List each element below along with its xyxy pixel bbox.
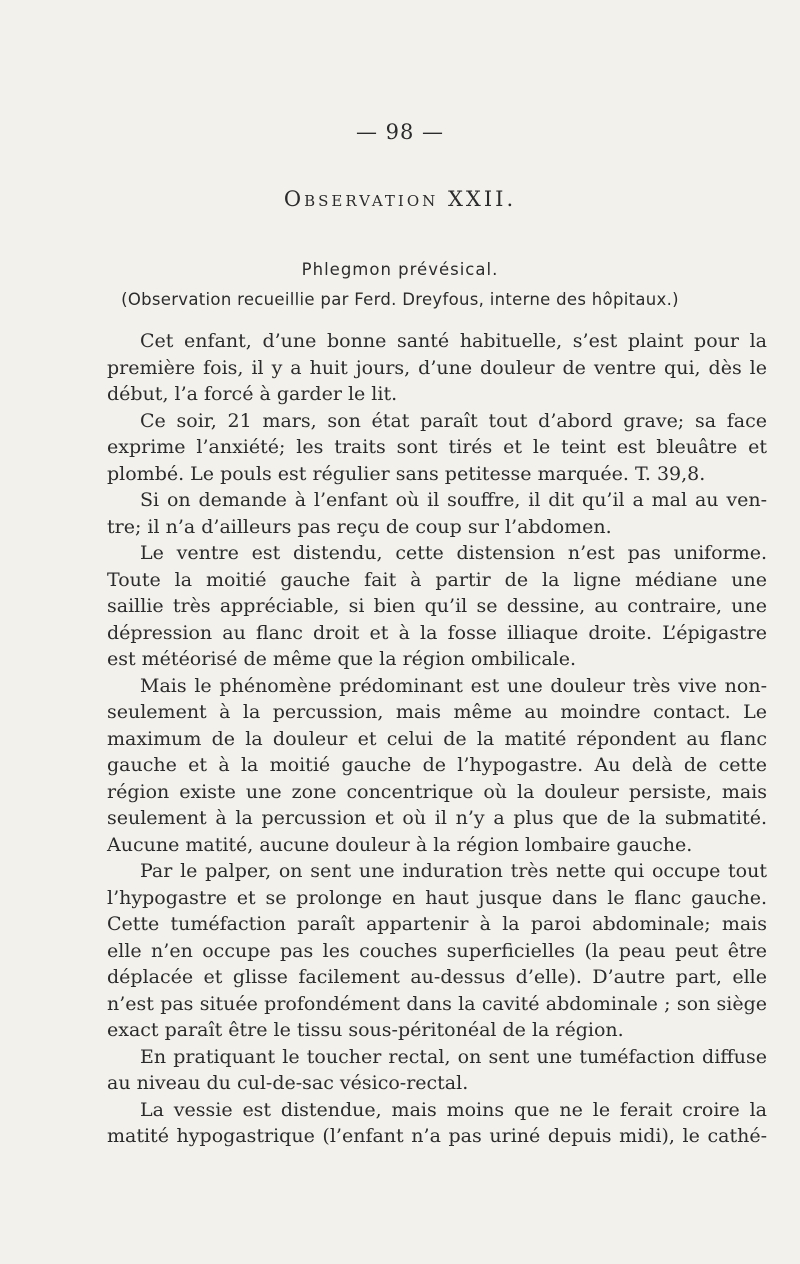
text-line: plombé. Le pouls est régulier sans petitesse marquée. T. 39,8. (107, 462, 706, 485)
text-line: au niveau du cul-de-sac vésico-rectal. (107, 1072, 469, 1094)
text-line: matité hypogastrique (l’enfant n’a pas uriné depuis midi), le cathé- (107, 1125, 767, 1147)
text-line: saillie très appréciable, si bien qu’il se dessine, au contraire, une (107, 595, 767, 617)
page-number: — 98 — (355, 120, 445, 144)
text-line: Par le palper, on sent une induration très nette qui occupe tout (140, 860, 767, 882)
text-line: gauche et à la moitié gauche de l’hypogastre. Au delà de cette (107, 754, 767, 776)
text-line: exact paraît être le tissu sous-péritonéal de la région. (107, 1019, 624, 1041)
text-line: En pratiquant le toucher rectal, on sent une tuméfaction diffuse (140, 1045, 767, 1068)
source-note: (Observation recueillie par Ferd. Dreyfous, interne des hôpitaux.) (121, 290, 679, 309)
text-line: dépression au flanc droit et à la fosse illiaque droite. L’épigastre (107, 621, 767, 644)
text-line: Cette tuméfaction paraît appartenir à la paroi abdominale; mais (107, 913, 767, 935)
text-line: Mais le phénomène prédominant est une douleur très vive non- (140, 674, 767, 697)
text-line: Ce soir, 21 mars, son état paraît tout d’abord grave; sa face (140, 409, 767, 432)
text-line: n’est pas située profondément dans la cavité abdominale ; son siège (107, 992, 767, 1015)
observation-subtitle: Phlegmon prévésical. (301, 260, 499, 279)
text-line: déplacée et glisse facilement au-dessus d’elle). D’autre part, elle (107, 966, 767, 988)
text-line: maximum de la douleur et celui de la matité répondent au flanc (107, 727, 767, 750)
body-text (107, 328, 767, 1150)
observation-title: Observation XXII. (283, 187, 517, 211)
text-line: Le ventre est distendu, cette distension n’est pas uniforme. (140, 542, 767, 564)
text-line: Si on demande à l’enfant où il souffre, il dit qu’il a mal au ven- (140, 489, 767, 511)
text-line: seulement à la percussion, mais même au moindre contact. Le (107, 701, 767, 723)
text-line: Aucune matité, aucune douleur à la région lombaire gauche. (107, 833, 693, 856)
text-line: La vessie est distendue, mais moins que ne le ferait croire la (140, 1098, 767, 1121)
text-line: l’hypogastre et se prolonge en haut jusque dans le flanc gauche. (107, 886, 767, 909)
text-line: exprime l’anxiété; les traits sont tirés et le teint est bleuâtre et (107, 436, 767, 458)
text-line: début, l’a forcé à garder le lit. (107, 383, 398, 405)
text-line: elle n’en occupe pas les couches superficielles (la peau peut être (107, 939, 767, 962)
text-line: est météorisé de même que la région ombilicale. (107, 648, 577, 670)
text-line: région existe une zone concentrique où la douleur persiste, mais (107, 780, 767, 803)
text-line: seulement à la percussion et où il n’y a plus que de la submatité. (107, 807, 767, 829)
text-line: première fois, il y a huit jours, d’une douleur de ventre qui, dès le (107, 356, 767, 379)
text-line: Toute la moitié gauche fait à partir de la ligne médiane une (107, 568, 767, 591)
text-line: Cet enfant, d’une bonne santé habituelle, s’est plaint pour la (140, 330, 767, 352)
text-line: tre; il n’a d’ailleurs pas reçu de coup sur l’abdomen. (107, 515, 612, 538)
